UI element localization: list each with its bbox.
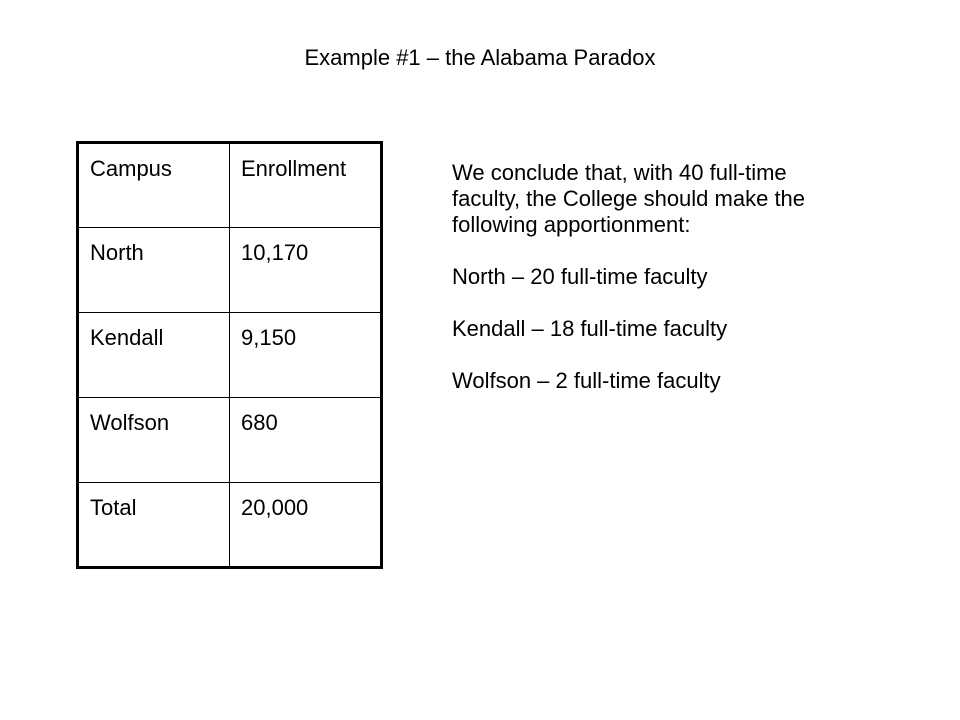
apportionment-wolfson: Wolfson – 2 full-time faculty — [452, 368, 721, 393]
conclusion-intro-line: following apportionment: — [452, 212, 691, 237]
cell-enrollment: 20,000 — [230, 483, 382, 568]
conclusion-intro-line: We conclude that, with 40 full-time — [452, 160, 787, 185]
table-row — [78, 228, 382, 313]
enrollment-table — [76, 141, 383, 569]
conclusion-intro-line: faculty, the College should make the — [452, 186, 806, 211]
header-campus: Campus — [78, 143, 230, 228]
cell-campus: Total — [78, 483, 230, 568]
header-enrollment: Enrollment — [230, 143, 382, 228]
cell-campus: North — [78, 228, 230, 313]
conclusion-text — [452, 160, 932, 394]
apportionment-kendall: Kendall – 18 full-time faculty — [452, 316, 728, 341]
cell-enrollment: 10,170 — [230, 228, 382, 313]
table-row — [78, 313, 382, 398]
apportionment-north: North – 20 full-time faculty — [452, 264, 708, 289]
table-row-total — [78, 483, 382, 568]
table-row — [78, 398, 382, 483]
slide-title: Example #1 – the Alabama Paradox — [304, 45, 656, 70]
table-header-row — [78, 143, 382, 228]
cell-campus: Wolfson — [78, 398, 230, 483]
cell-enrollment: 680 — [230, 398, 382, 483]
cell-enrollment: 9,150 — [230, 313, 382, 398]
cell-campus: Kendall — [78, 313, 230, 398]
